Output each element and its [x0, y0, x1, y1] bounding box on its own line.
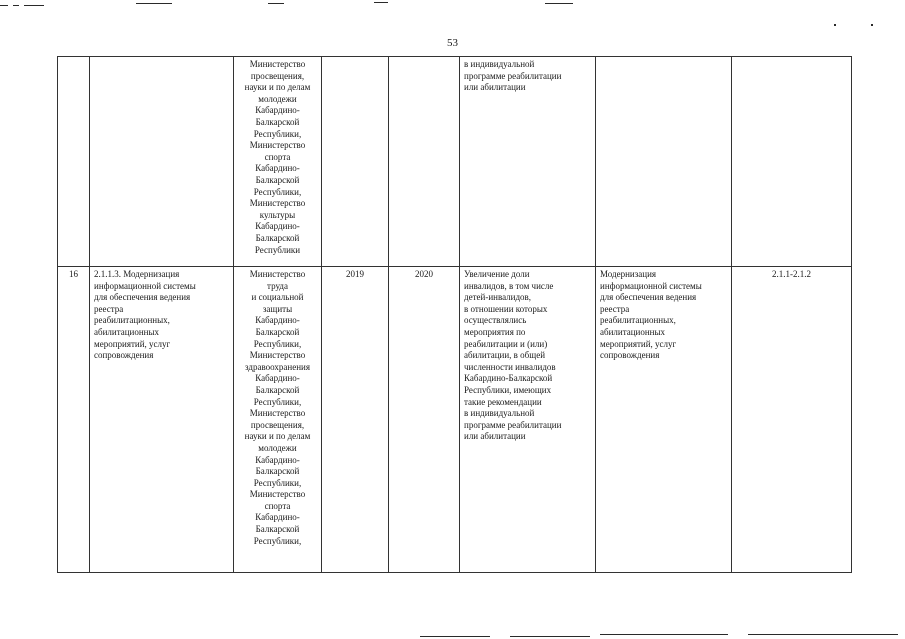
cell-expected-result: в индивидуальной программе реабилитации или абилитации: [460, 57, 596, 267]
page-number: 53: [447, 37, 458, 49]
cell-number: 16: [58, 267, 90, 573]
table-row: [58, 267, 852, 573]
table-row: [58, 57, 852, 267]
scan-mark: [420, 636, 490, 637]
cell-measure-name: [90, 57, 234, 267]
measures-table: [57, 56, 852, 573]
cell-direction: Модернизация информационной системы для обеспечения ведения реестра реабилитационных, абилитационных мероприятий, услуг сопровождения: [596, 267, 732, 573]
cell-number: [58, 57, 90, 267]
scan-mark: [24, 5, 44, 6]
scan-mark: [136, 3, 172, 4]
cell-executors: Министерство труда и социальной защиты Кабардино- Балкарской Республики, Министерство здравоохранения Кабардино- Балкарской Республики, Министерство просвещения, науки и по делам молодежи Кабардино- Балкарской Республики, Министерство спорта Кабардино- Балкарской Республики,: [234, 267, 322, 573]
scan-mark: [510, 636, 590, 637]
cell-end-year: [389, 57, 460, 267]
scan-dot: [871, 24, 873, 26]
cell-start-year: 2019: [322, 267, 389, 573]
cell-links: [732, 57, 852, 267]
cell-end-year: 2020: [389, 267, 460, 573]
scan-mark: [545, 3, 573, 4]
scan-mark: [0, 5, 8, 6]
scan-mark: [748, 634, 898, 635]
scan-mark: [600, 634, 728, 635]
cell-expected-result: Увеличение доли инвалидов, в том числе детей-инвалидов, в отношении которых осуществлялись мероприятия по реабилитации и (или) абилитации, в общей численности инвалидов Кабардино-Балкарской Республики, имеющих такие рекомендации в индивидуальной программе реабилитации или абилитации: [460, 267, 596, 573]
scan-mark: [13, 5, 19, 6]
cell-links: 2.1.1-2.1.2: [732, 267, 852, 573]
scan-dot: [834, 24, 836, 26]
cell-executors: Министерство просвещения, науки и по делам молодежи Кабардино- Балкарской Республики, Министерство спорта Кабардино- Балкарской Республики, Министерство культуры Кабардино- Балкарской Республики: [234, 57, 322, 267]
scan-mark: [374, 2, 388, 3]
scan-mark: [268, 3, 284, 4]
cell-measure-name: 2.1.1.3. Модернизация информационной системы для обеспечения ведения реестра реабилитационных, абилитационных мероприятий, услуг сопровождения: [90, 267, 234, 573]
cell-start-year: [322, 57, 389, 267]
cell-direction: [596, 57, 732, 267]
